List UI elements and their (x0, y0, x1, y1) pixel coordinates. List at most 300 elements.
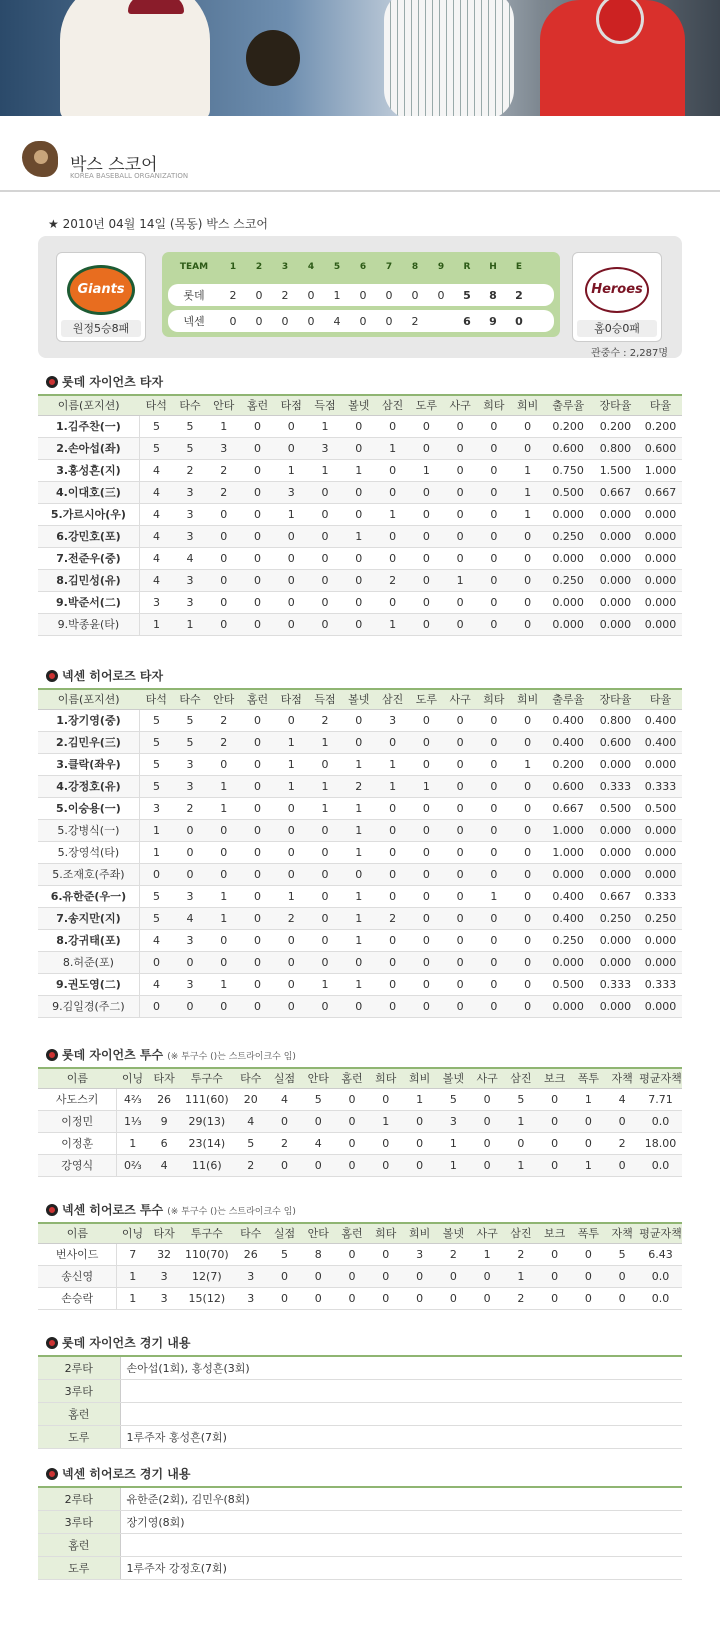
stat-cell: 1 (376, 753, 410, 775)
stat-cell: 2 (605, 1132, 639, 1154)
stat-cell: 0.400 (545, 709, 592, 731)
page-subtitle: KOREA BASEBALL ORGANIZATION (70, 172, 189, 180)
column-header: 타율 (639, 395, 682, 415)
stat-cell: 0 (342, 547, 376, 569)
stat-cell: 0 (241, 525, 275, 547)
line-score-cell: 0 (229, 314, 237, 328)
stat-cell: 0 (504, 1132, 538, 1154)
stat-cell: 0.000 (592, 503, 639, 525)
stat-cell: 0 (443, 885, 477, 907)
stat-cell: 5 (173, 709, 207, 731)
stat-cell: 1 (504, 1110, 538, 1132)
stat-cell: 1 (409, 775, 443, 797)
stat-cell: 0.000 (545, 863, 592, 885)
stat-cell: 0.800 (592, 437, 639, 459)
stat-cell: 0 (436, 1265, 470, 1287)
stat-cell: 5 (139, 731, 173, 753)
stat-cell: 0 (409, 951, 443, 973)
column-header: 폭투 (572, 1068, 606, 1088)
stat-cell: 2 (342, 775, 376, 797)
stat-cell: 0 (443, 709, 477, 731)
stat-cell: 0 (241, 973, 275, 995)
column-header: 이름 (38, 1223, 117, 1243)
stat-cell: 0.000 (639, 547, 682, 569)
stat-cell: 0 (572, 1243, 606, 1265)
stat-cell: 1 (376, 503, 410, 525)
table-row (38, 1154, 682, 1176)
stat-cell: 0 (241, 591, 275, 613)
player-name: 2.손아섭(좌) (38, 437, 139, 459)
stat-cell: 0 (538, 1110, 572, 1132)
player-name: 8.강귀태(포) (38, 929, 139, 951)
player-name: 7.송지만(지) (38, 907, 139, 929)
line-score-cell: 6 (463, 314, 471, 328)
stat-cell: 3 (173, 775, 207, 797)
stat-cell: 0 (409, 973, 443, 995)
table-row (38, 1110, 682, 1132)
stat-cell: 0 (477, 841, 511, 863)
stat-cell: 0 (308, 841, 342, 863)
stat-cell: 0 (173, 819, 207, 841)
nexen-pitching-table (38, 1222, 682, 1310)
stat-cell: 1.000 (545, 841, 592, 863)
stat-cell: 1 (308, 459, 342, 481)
stat-cell: 0 (443, 951, 477, 973)
stat-cell: 5 (504, 1088, 538, 1110)
stat-cell: 0 (308, 613, 342, 635)
stat-cell: 4 (173, 547, 207, 569)
stat-cell: 3 (308, 437, 342, 459)
column-header: 출루율 (545, 689, 592, 709)
stat-cell: 0 (376, 591, 410, 613)
stat-cell: 0 (241, 819, 275, 841)
stat-cell: 0 (308, 863, 342, 885)
stat-cell: 0 (477, 415, 511, 437)
stat-cell: 0.000 (639, 525, 682, 547)
stat-cell: 6.43 (639, 1243, 682, 1265)
stat-cell: 0.600 (639, 437, 682, 459)
page-title: 박스 스코어 (70, 155, 158, 175)
column-header: 득점 (308, 689, 342, 709)
stat-cell: 0.000 (639, 819, 682, 841)
stat-cell: 3 (148, 1265, 180, 1287)
stat-cell: 1 (342, 929, 376, 951)
nexen-pitching-title: 넥센 히어로즈 투수 (※ 투구수 ()는 스트라이크수 임) (46, 1201, 296, 1218)
batter-figure (384, 0, 514, 116)
stat-cell: 0 (274, 613, 308, 635)
stat-cell: 0 (308, 525, 342, 547)
home-team-box (572, 252, 662, 342)
stat-cell: 4 (173, 907, 207, 929)
detail-label: 2루타 (38, 1487, 120, 1510)
stat-cell: 0 (241, 907, 275, 929)
stat-cell: 4 (605, 1088, 639, 1110)
line-score-cell: 0 (385, 314, 393, 328)
stat-cell: 0.000 (545, 547, 592, 569)
detail-label: 도루 (38, 1556, 120, 1579)
stat-cell: 0 (511, 797, 545, 819)
stat-cell: 0 (241, 885, 275, 907)
stat-cell: 0 (342, 591, 376, 613)
stat-cell: 0.000 (639, 951, 682, 973)
column-header: 희비 (511, 689, 545, 709)
inning-table (162, 252, 560, 337)
player-name: 5.장영석(타) (38, 841, 139, 863)
stat-cell: 0 (477, 613, 511, 635)
line-score-cell: 0 (255, 288, 263, 302)
stat-cell: 0 (241, 863, 275, 885)
stat-cell: 4 (139, 481, 173, 503)
stat-cell: 0 (443, 907, 477, 929)
detail-row (38, 1379, 682, 1402)
stat-cell: 0.400 (545, 731, 592, 753)
column-header: 보크 (538, 1068, 572, 1088)
stat-cell: 0 (207, 613, 241, 635)
stat-cell: 0 (241, 569, 275, 591)
stat-cell: 3 (173, 885, 207, 907)
detail-row (38, 1402, 682, 1425)
column-header: 타자 (148, 1068, 180, 1088)
lotte-batting-table (38, 394, 682, 636)
stat-cell: 0 (268, 1287, 302, 1309)
column-header: 볼넷 (436, 1068, 470, 1088)
detail-value: 유한준(2회), 김민우(8회) (120, 1487, 682, 1510)
stat-cell: 1 (342, 459, 376, 481)
inning-header-cell: 4 (307, 262, 315, 272)
stat-cell: 0.667 (592, 481, 639, 503)
stat-cell: 0 (409, 841, 443, 863)
stat-cell: 0.000 (639, 863, 682, 885)
detail-row (38, 1556, 682, 1579)
stat-cell: 0 (308, 481, 342, 503)
inning-header-cell: R (463, 262, 471, 272)
player-name: 4.이대호(三) (38, 481, 139, 503)
stat-cell: 0 (207, 819, 241, 841)
column-header: 안타 (207, 689, 241, 709)
stat-cell: 15(12) (180, 1287, 234, 1309)
stat-cell: 0.667 (639, 481, 682, 503)
stat-cell: 0 (376, 841, 410, 863)
stat-cell: 0.400 (639, 731, 682, 753)
stat-cell: 1 (342, 885, 376, 907)
inning-header-cell: 2 (255, 262, 263, 272)
stat-cell: 0.000 (592, 863, 639, 885)
line-score-cell: 8 (489, 288, 497, 302)
stat-cell: 0 (605, 1287, 639, 1309)
stat-cell: 5 (268, 1243, 302, 1265)
line-score-cell: 9 (489, 314, 497, 328)
stat-cell: 3 (436, 1110, 470, 1132)
line-score-cell: 5 (463, 288, 471, 302)
stat-cell: 0 (335, 1110, 369, 1132)
stat-cell: 0 (335, 1088, 369, 1110)
column-header: 삼진 (376, 689, 410, 709)
pitcher-figure (60, 0, 210, 116)
stat-cell: 1 (274, 775, 308, 797)
stat-cell: 0 (572, 1110, 606, 1132)
stat-cell: 0 (409, 863, 443, 885)
stat-cell: 0.400 (639, 709, 682, 731)
home-record: 홈0승0패 (577, 320, 657, 337)
stat-cell: 1 (409, 459, 443, 481)
stat-cell: 1 (274, 731, 308, 753)
stat-cell: 2 (268, 1132, 302, 1154)
player-name: 번사이드 (38, 1243, 117, 1265)
stat-cell: 0 (241, 841, 275, 863)
stat-cell: 0 (308, 819, 342, 841)
baseball-icon (46, 1468, 58, 1480)
stat-cell: 0 (409, 525, 443, 547)
detail-value (120, 1402, 682, 1425)
table-row (38, 1243, 682, 1265)
stat-cell: 0.600 (545, 437, 592, 459)
stat-cell: 0 (139, 951, 173, 973)
giants-logo: Giants (67, 265, 135, 315)
table-row (38, 613, 682, 635)
stat-cell: 0 (477, 775, 511, 797)
stat-cell: 0 (511, 415, 545, 437)
column-header: 사구 (443, 689, 477, 709)
player-name: 7.전준우(중) (38, 547, 139, 569)
column-header: 희타 (477, 395, 511, 415)
stat-cell: 0.250 (545, 569, 592, 591)
stat-cell: 0 (274, 973, 308, 995)
table-row (38, 415, 682, 437)
stat-cell: 0 (443, 503, 477, 525)
player-name: 2.김민우(三) (38, 731, 139, 753)
stat-cell: 0 (443, 525, 477, 547)
column-header: 평균자책 (639, 1068, 682, 1088)
stat-cell: 5 (139, 885, 173, 907)
stat-cell: 0 (342, 709, 376, 731)
column-header: 볼넷 (342, 395, 376, 415)
stat-cell: 0 (241, 753, 275, 775)
scoreboard (38, 236, 682, 358)
stat-cell: 0.000 (592, 951, 639, 973)
stat-cell: 0 (301, 1154, 335, 1176)
stat-cell: 1 (511, 459, 545, 481)
stat-cell: 0 (274, 709, 308, 731)
table-row (38, 731, 682, 753)
stat-cell: 3 (173, 753, 207, 775)
inning-header-cell: 9 (437, 262, 445, 272)
stat-cell: 7 (117, 1243, 149, 1265)
detail-row (38, 1510, 682, 1533)
stat-cell: 3 (173, 973, 207, 995)
banner-photo (0, 0, 720, 116)
stat-cell: 0 (409, 731, 443, 753)
stat-cell: 0 (301, 1110, 335, 1132)
stat-cell: 0 (477, 951, 511, 973)
stat-cell: 8 (301, 1243, 335, 1265)
glove-pocket-icon (34, 150, 48, 164)
nexen-batting-table (38, 688, 682, 1018)
stat-cell: 1 (139, 819, 173, 841)
stat-cell: 4 (139, 547, 173, 569)
stat-cell: 0 (477, 437, 511, 459)
stat-cell: 2 (308, 709, 342, 731)
table-row (38, 907, 682, 929)
player-name: 3.홍성흔(지) (38, 459, 139, 481)
stat-cell: 5 (139, 437, 173, 459)
stat-cell: 0.000 (545, 613, 592, 635)
baseball-icon (46, 1337, 58, 1349)
player-name: 4.강정호(유) (38, 775, 139, 797)
stat-cell: 3 (173, 591, 207, 613)
detail-label: 3루타 (38, 1510, 120, 1533)
stat-cell: 0 (409, 613, 443, 635)
stat-cell: 0 (376, 951, 410, 973)
stat-cell: 1 (477, 885, 511, 907)
stat-cell: 4 (139, 459, 173, 481)
stat-cell: 0 (443, 437, 477, 459)
stat-cell: 1 (342, 819, 376, 841)
stat-cell: 0 (511, 951, 545, 973)
stat-cell: 0 (342, 569, 376, 591)
stat-cell: 0 (308, 547, 342, 569)
stat-cell: 0 (443, 459, 477, 481)
line-score-cell: 0 (385, 288, 393, 302)
stat-cell: 4 (139, 503, 173, 525)
stat-cell: 0.000 (639, 503, 682, 525)
stat-cell: 0 (511, 731, 545, 753)
stat-cell: 0 (538, 1132, 572, 1154)
stat-cell: 0 (241, 481, 275, 503)
stat-cell: 0.200 (545, 753, 592, 775)
stat-cell: 1 (308, 731, 342, 753)
table-row (38, 995, 682, 1017)
stat-cell: 1 (274, 503, 308, 525)
column-header: 안타 (301, 1068, 335, 1088)
stat-cell: 0 (241, 731, 275, 753)
stat-cell: 2 (207, 481, 241, 503)
stat-cell: 0 (342, 437, 376, 459)
line-score-cell: 0 (411, 288, 419, 302)
column-header: 도루 (409, 689, 443, 709)
player-name: 3.클락(좌우) (38, 753, 139, 775)
stat-cell: 0 (369, 1132, 403, 1154)
table-row (38, 591, 682, 613)
stat-cell: 0 (403, 1154, 437, 1176)
stat-cell: 0 (443, 929, 477, 951)
pitcher-cap (128, 0, 184, 14)
stat-cell: 1 (308, 415, 342, 437)
player-name: 8.김민성(유) (38, 569, 139, 591)
stat-cell: 0 (268, 1154, 302, 1176)
table-row (38, 797, 682, 819)
stat-cell: 0 (342, 731, 376, 753)
column-header: 타수 (234, 1068, 268, 1088)
stat-cell: 0 (605, 1110, 639, 1132)
stat-cell: 2 (376, 569, 410, 591)
heroes-logo: Heroes (585, 267, 649, 313)
stat-cell: 1 (274, 459, 308, 481)
stat-cell: 0 (274, 929, 308, 951)
stat-cell: 0 (409, 481, 443, 503)
stat-cell: 1 (342, 525, 376, 547)
stat-cell: 0.000 (545, 995, 592, 1017)
stat-cell: 0.500 (545, 481, 592, 503)
lotte-pitching-title: 롯데 자이언츠 투수 (※ 투구수 ()는 스트라이크수 임) (46, 1046, 296, 1063)
stat-cell: 0 (369, 1088, 403, 1110)
stat-cell: 0 (335, 1265, 369, 1287)
stat-cell: 0 (477, 591, 511, 613)
detail-value: 장기영(8회) (120, 1510, 682, 1533)
inning-header-cell: 5 (333, 262, 341, 272)
stat-cell: 0 (308, 885, 342, 907)
column-header: 타자 (148, 1223, 180, 1243)
player-name: 6.강민호(포) (38, 525, 139, 547)
column-header: 투구수 (180, 1223, 234, 1243)
stat-cell: 0 (436, 1287, 470, 1309)
stat-cell: 0 (268, 1110, 302, 1132)
player-name: 8.허준(포) (38, 951, 139, 973)
column-header: 볼넷 (436, 1223, 470, 1243)
stat-cell: 0.333 (592, 775, 639, 797)
stat-cell: 0 (376, 459, 410, 481)
inning-header-cell: 8 (411, 262, 419, 272)
stat-cell: 0 (511, 863, 545, 885)
stat-cell: 0 (274, 819, 308, 841)
stat-cell: 0 (470, 1132, 504, 1154)
player-name: 이정훈 (38, 1132, 117, 1154)
home-line-score (168, 310, 554, 332)
stat-cell: 0 (538, 1243, 572, 1265)
player-name: 9.박준서(二) (38, 591, 139, 613)
stat-cell: 0 (538, 1154, 572, 1176)
stat-cell: 0.500 (592, 797, 639, 819)
lotte-details-table (38, 1355, 682, 1449)
stat-cell: 0 (443, 753, 477, 775)
column-header: 희타 (477, 689, 511, 709)
stat-cell: 0 (308, 753, 342, 775)
stat-cell: 0 (274, 525, 308, 547)
stat-cell: 1 (572, 1088, 606, 1110)
stat-cell: 0 (301, 1265, 335, 1287)
column-header: 사구 (443, 395, 477, 415)
stat-cell: 0 (470, 1110, 504, 1132)
stat-cell: 0 (274, 797, 308, 819)
line-score-cell: 0 (515, 314, 523, 328)
stat-cell: 0 (443, 775, 477, 797)
inning-header-cell: 3 (281, 262, 289, 272)
stat-cell: 3 (234, 1287, 268, 1309)
column-header: 안타 (301, 1223, 335, 1243)
stat-cell: 0 (376, 481, 410, 503)
stat-cell: 0.000 (639, 841, 682, 863)
stat-cell: 1 (207, 973, 241, 995)
table-row (38, 1132, 682, 1154)
stat-cell: 9 (148, 1110, 180, 1132)
column-header: 볼넷 (342, 689, 376, 709)
stat-cell: 0.0 (639, 1287, 682, 1309)
away-record: 원정5승8패 (61, 320, 141, 337)
table-row (38, 459, 682, 481)
stat-cell: 0 (274, 591, 308, 613)
stat-cell: 0 (274, 415, 308, 437)
stat-cell: 0 (274, 569, 308, 591)
stat-cell: 0.000 (639, 753, 682, 775)
stat-cell: 23(14) (180, 1132, 234, 1154)
column-header: 사구 (470, 1223, 504, 1243)
stat-cell: 0 (443, 613, 477, 635)
stat-cell: 0 (511, 613, 545, 635)
stat-cell: 0 (403, 1132, 437, 1154)
detail-value: 손아섭(1회), 홍성흔(3회) (120, 1356, 682, 1379)
stat-cell: 1 (139, 841, 173, 863)
stat-cell: 4 (148, 1154, 180, 1176)
column-header: 희비 (403, 1068, 437, 1088)
